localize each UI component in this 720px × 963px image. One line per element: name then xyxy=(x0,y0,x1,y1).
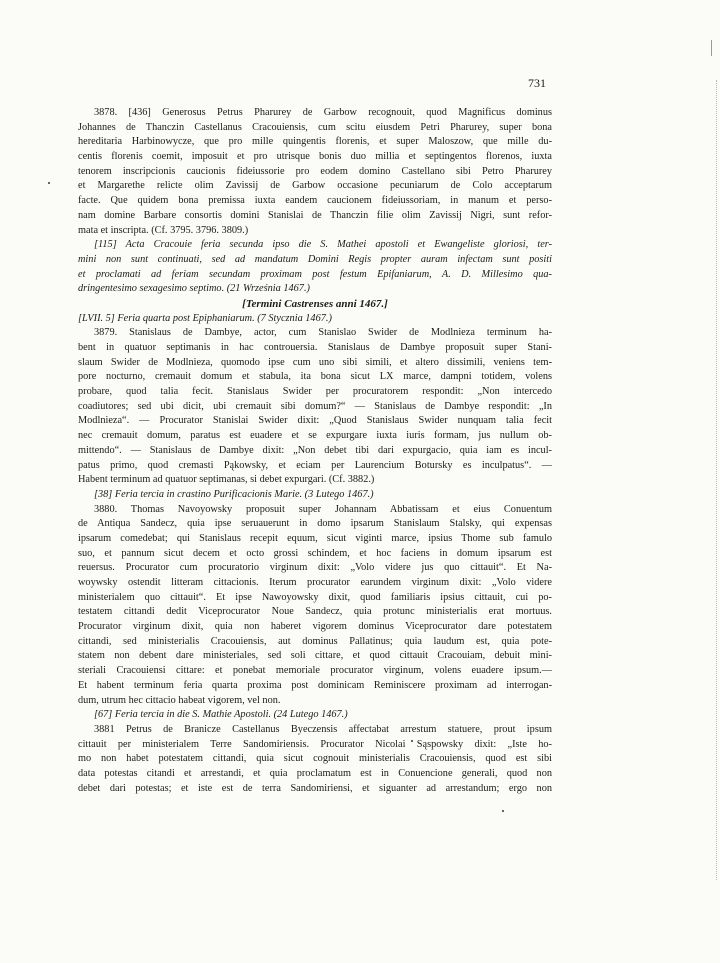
text-line: bent in quatuor septimanis in hac controuersia. Stanislaus de Dambye proposuit super Stani- xyxy=(78,342,552,353)
text-line: ministerialem quo cittauit“. Et ipse Nawoyowsky dixit, quod familiaris ipsius cittauit, cui po- xyxy=(78,591,552,603)
text-line: [LVII. 5] Feria quarta post Epiphaniarum. (7 Stycznia 1467.) xyxy=(78,312,332,324)
text-line: mini non sunt continuati, sed ad mandatum Domini Regis propter auram infectam sunt positi xyxy=(78,253,552,265)
section-heading: [Termini Castrenses anni 1467.] xyxy=(242,297,388,310)
text-line: dringentesimo sexagesimo septimo. (21 Września 1467.) xyxy=(78,283,310,295)
text-line: mo non habet potestatem cittandi, quia sicut cognouit ministerialis Cracouiensis, quod est sibi xyxy=(78,753,552,765)
text-line: [38] Feria tercia in crastino Purificacionis Marie. (3 Lutego 1467.) xyxy=(94,488,374,500)
text-line: dum, utrum hec cittacio habeat vigorem, vel non. xyxy=(78,694,281,706)
text-line: probare, quod talia fecit. Stanislaus Swider per procuratorem respondit: „Non intercedo xyxy=(78,386,552,398)
text-line: mata et inscripta. (Cf. 3795. 3796. 3809.) xyxy=(78,224,249,236)
text-line: cittandi, sed ministerialis Cracouiensis, aut dominus Pallatinus; quia laudum est, quia pote- xyxy=(78,635,552,647)
text-line: 3878. [436] Generosus Petrus Pharurey de Garbow recognouit, quod Magnificus dominus xyxy=(94,107,552,118)
text-line: Procurator virginum dixit, quia non haberet vigorem dominus Viceprocurator dare potestatem xyxy=(78,621,552,633)
text-line: de Antiqua Sandecz, quia ipse seruauerunt in domo ipsarum Stanislaum Stalsky, qui expensas xyxy=(78,518,552,530)
text-line: patus primo, quod cremasti Pąkowsky, et eciam per Laurencium Botursky es inculpatus“. — xyxy=(78,459,552,471)
text-line: statem non debent dare ministeriales, sed soli cittare, et quod cittauit Cracouiam, debuit mini- xyxy=(78,650,552,662)
scan-speck xyxy=(48,182,50,184)
text-line: steriali Cracouiensi cittare: et ponebat memoriale procurator virginum, volens euadere ipsum.— xyxy=(78,665,552,677)
text-line: [115] Acta Cracouie feria secunda ipso die S. Mathei apostoli et Ewangeliste gloriosi, ter- xyxy=(94,239,552,251)
text-line: data potestas citandi et arrestandi, et quia proclamatum est in Conuencione generali, quod non xyxy=(78,767,552,779)
text-line: hereditaria Harbinowycze, que pro mille quingentis florenis, et super Maloszow, que mille du- xyxy=(78,136,552,148)
page-number: 731 xyxy=(528,76,546,90)
scan-edge-line xyxy=(715,80,717,880)
text-line: tenorem inscripcionis caucionis fideiussorie pro eodem domino Castellano sibi Petro Pharurey xyxy=(78,165,552,177)
document-body xyxy=(78,106,552,796)
text-line: woywsky ostendit litteram cittacionis. Iterum procurator earundem virginum dixit: „Volo videre xyxy=(78,577,552,588)
text-line: [67] Feria tercia in die S. Mathie Apostoli. (24 Lutego 1467.) xyxy=(94,709,348,721)
text-line: ipsarum comedebat; qui Stanislaus recepit equum, sicut viginti marce, ipsius Thome sub famulo xyxy=(78,532,552,544)
text-line: facte. Que quidem bona premissa iuxta eandem caucionem fideiussoriam, in manum et perso- xyxy=(78,195,552,207)
text-line: cittauit per ministerialem Terre Sandomiriensis. Procurator Nicolai Sąspowsky dixit: „Iste ho- xyxy=(78,738,552,750)
text-line: 3879. Stanislaus de Dambye, actor, cum Stanislao Swider de Modlnieza terminum ha- xyxy=(94,327,552,339)
text-line: Et habent terminum feria quarta proxima post dominicam Reminiscere proximam ad interrogan- xyxy=(78,679,552,691)
text-line: Modlnieza“. — Procurator Stanislai Swider dixit: „Quod Stanislaus Swider nunquam talia fecit xyxy=(78,415,552,427)
text-line: et Margarethe relicte olim Zavissij de Garbow occasione pecuniarum de Colo acceptarum xyxy=(78,180,552,192)
text-line: testatem cittandi dedit Viceprocurator Noue Sandecz, quia protunc ministerialis erat mortuus. xyxy=(78,606,552,618)
text-line: nec cremauit domum, paratus est euadere et se expurgare iuxta iuris formam, jus nullum ob- xyxy=(78,430,552,442)
text-line: 3880. Thomas Navoyowsky proposuit super Johannam Abbatissam et eius Conuentum xyxy=(94,503,552,515)
text-line: reuersus. Procurator cum procuratorio virginum dixit: „Volo videre jus quo cittauit“. Et Na- xyxy=(78,562,552,574)
text-line: nam domine Barbare consortis domini Stanislai de Thanczin filie olim Zavissij Nigri, sunt refor- xyxy=(78,209,552,221)
text-line: mittendo“. — Stanislaus de Dambye dixit: „Non debet tibi dari expurgacio, quia iam es incul- xyxy=(78,444,552,456)
scan-edge-mark xyxy=(711,40,712,56)
text-line: suo, et pannum sicut decem et octo grossi schindem, et hoc faciens in domum ipsarum est xyxy=(78,547,552,559)
text-line: coadiutores; sed ubi dicit, ubi cremauit sibi domum?“ — Stanislaus de Dambye respondit: „In xyxy=(78,400,552,412)
scan-speck xyxy=(502,810,504,812)
text-line: debet dari potestas; et iste est de terra Sandomiriensi, et siguanter ad arrestandum; ergo non xyxy=(78,782,552,794)
text-line: 3881 Petrus de Branicze Castellanus Byeczensis affectabat arrestum statuere, prout ipsum xyxy=(94,723,552,735)
text-line: Johannes de Thanczin Castellanus Cracouiensis, cum scitu eiusdem Petri Pharurey, super bona xyxy=(78,121,552,133)
text-line: pore nocturno, cremauit domum et stabula, ita bona sicut LX marce, dampni totidem, volens xyxy=(78,371,552,383)
text-line: centis florenis coemit, imposuit et pro utrisque bonis duo millia et septingentos florenos, iuxta xyxy=(78,151,552,163)
text-line: slaum Swider de Modlnieza, quomodo ipse cum uno sibi simili, et altero dissimili, veniens tem- xyxy=(78,356,552,368)
text-line: Habent terminum ad quatuor septimanas, si debet expurgari. (Cf. 3882.) xyxy=(78,474,375,486)
text-line: et proclamati ad feriam secundam proximam post festum Epifaniarum, A. D. Millesimo qua- xyxy=(78,268,552,280)
